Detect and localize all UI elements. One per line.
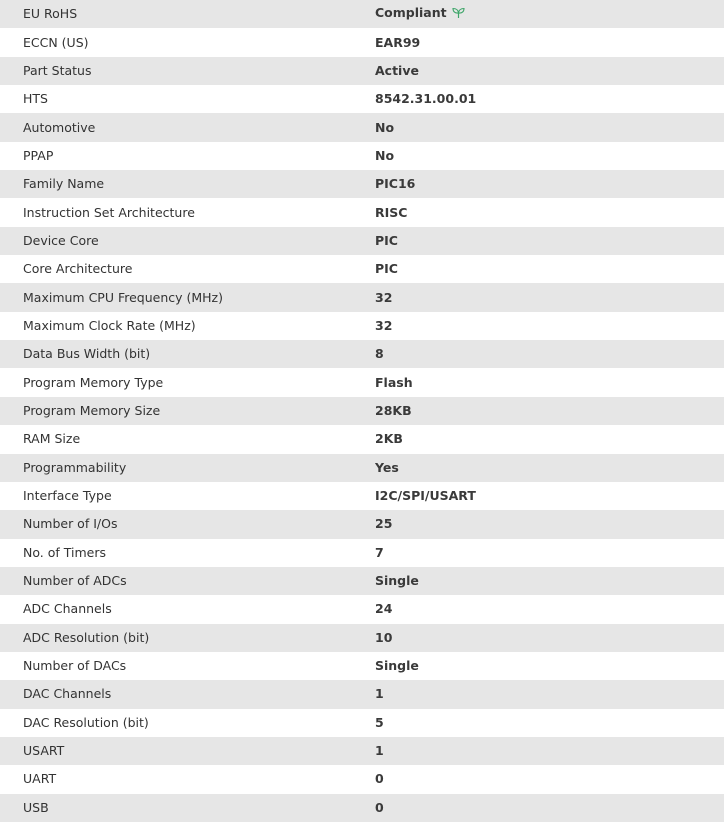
spec-value: Single	[375, 658, 419, 674]
spec-value: EAR99	[375, 34, 421, 50]
spec-value: 10	[375, 629, 393, 645]
spec-value: No	[375, 119, 395, 135]
spec-value: 25	[375, 516, 393, 532]
spec-value: 1	[375, 686, 384, 702]
spec-row	[0, 198, 724, 226]
spec-label: No. of Timers	[0, 539, 375, 567]
spec-value: 1	[375, 743, 384, 759]
spec-value: 32	[375, 317, 393, 333]
spec-value: PIC16	[375, 176, 416, 192]
spec-value-cell	[375, 680, 724, 708]
spec-value: 0	[375, 799, 384, 815]
spec-value-cell	[375, 765, 724, 793]
spec-label: Program Memory Size	[0, 397, 375, 425]
spec-value: 28KB	[375, 402, 412, 418]
spec-value-cell	[375, 340, 724, 368]
spec-value: RISC	[375, 204, 408, 220]
spec-value-cell	[375, 283, 724, 311]
spec-label: DAC Resolution (bit)	[0, 709, 375, 737]
spec-label: USART	[0, 737, 375, 765]
spec-row	[0, 567, 724, 595]
spec-row	[0, 397, 724, 425]
spec-row	[0, 28, 724, 56]
spec-value-cell	[375, 255, 724, 283]
spec-label: Programmability	[0, 454, 375, 482]
spec-row	[0, 595, 724, 623]
spec-value: I2C/SPI/USART	[375, 488, 476, 504]
spec-label: Core Architecture	[0, 255, 375, 283]
spec-value-cell	[375, 737, 724, 765]
spec-row	[0, 482, 724, 510]
spec-label: Number of I/Os	[0, 510, 375, 538]
spec-value-cell	[375, 539, 724, 567]
spec-value-cell	[375, 28, 724, 56]
spec-value: 24	[375, 601, 393, 617]
spec-row	[0, 709, 724, 737]
spec-label: ADC Resolution (bit)	[0, 624, 375, 652]
spec-label: Automotive	[0, 113, 375, 141]
spec-row	[0, 113, 724, 141]
spec-value-cell	[375, 595, 724, 623]
spec-value-cell	[375, 397, 724, 425]
spec-row	[0, 680, 724, 708]
spec-value-cell	[375, 170, 724, 198]
spec-label: Interface Type	[0, 482, 375, 510]
spec-value-cell	[375, 368, 724, 396]
spec-label: ECCN (US)	[0, 28, 375, 56]
spec-label: ADC Channels	[0, 595, 375, 623]
spec-value-cell	[375, 57, 724, 85]
spec-label: Data Bus Width (bit)	[0, 340, 375, 368]
spec-row	[0, 510, 724, 538]
spec-value: Single	[375, 573, 419, 589]
spec-row	[0, 765, 724, 793]
spec-row	[0, 794, 724, 822]
spec-row	[0, 425, 724, 453]
spec-value: Flash	[375, 374, 413, 390]
spec-value: 0	[375, 771, 384, 787]
spec-value-cell	[375, 794, 724, 822]
spec-value: 5	[375, 714, 384, 730]
spec-label: Family Name	[0, 170, 375, 198]
spec-value-cell	[375, 85, 724, 113]
spec-row	[0, 283, 724, 311]
spec-value-cell	[375, 312, 724, 340]
spec-label: EU RoHS	[0, 0, 375, 28]
spec-value-cell	[375, 510, 724, 538]
leaf-icon	[452, 7, 465, 23]
spec-row	[0, 85, 724, 113]
spec-label: DAC Channels	[0, 680, 375, 708]
spec-row	[0, 255, 724, 283]
spec-value: PIC	[375, 261, 398, 277]
spec-row	[0, 340, 724, 368]
spec-value: 7	[375, 544, 384, 560]
spec-label: Maximum CPU Frequency (MHz)	[0, 283, 375, 311]
spec-value-cell	[375, 454, 724, 482]
spec-label: Part Status	[0, 57, 375, 85]
spec-row	[0, 0, 724, 28]
spec-value: Active	[375, 62, 419, 78]
spec-row	[0, 227, 724, 255]
spec-label: Program Memory Type	[0, 368, 375, 396]
spec-label: Number of DACs	[0, 652, 375, 680]
spec-row	[0, 539, 724, 567]
spec-value: 32	[375, 289, 393, 305]
spec-label: USB	[0, 794, 375, 822]
spec-value: Yes	[375, 459, 399, 475]
spec-label: Maximum Clock Rate (MHz)	[0, 312, 375, 340]
spec-value: 8542.31.00.01	[375, 91, 477, 107]
spec-row	[0, 652, 724, 680]
spec-value-cell	[375, 482, 724, 510]
spec-value: Compliant	[375, 5, 447, 21]
spec-row	[0, 57, 724, 85]
spec-value-cell	[375, 198, 724, 226]
spec-label: RAM Size	[0, 425, 375, 453]
spec-value-cell	[375, 652, 724, 680]
spec-value-cell	[375, 624, 724, 652]
spec-label: PPAP	[0, 142, 375, 170]
spec-value-cell	[375, 709, 724, 737]
spec-row	[0, 624, 724, 652]
spec-label: Instruction Set Architecture	[0, 198, 375, 226]
spec-row	[0, 368, 724, 396]
spec-row	[0, 170, 724, 198]
spec-value-cell	[375, 142, 724, 170]
spec-row	[0, 312, 724, 340]
spec-row	[0, 737, 724, 765]
spec-value-cell	[375, 425, 724, 453]
spec-row	[0, 454, 724, 482]
spec-value: 8	[375, 346, 384, 362]
spec-value: No	[375, 147, 395, 163]
spec-value-cell	[375, 567, 724, 595]
spec-label: HTS	[0, 85, 375, 113]
spec-label: Device Core	[0, 227, 375, 255]
spec-value-cell	[375, 227, 724, 255]
spec-value-cell	[375, 113, 724, 141]
spec-value: PIC	[375, 232, 398, 248]
spec-value-cell	[375, 0, 724, 28]
spec-label: UART	[0, 765, 375, 793]
spec-row	[0, 142, 724, 170]
spec-label: Number of ADCs	[0, 567, 375, 595]
spec-value: 2KB	[375, 431, 403, 447]
